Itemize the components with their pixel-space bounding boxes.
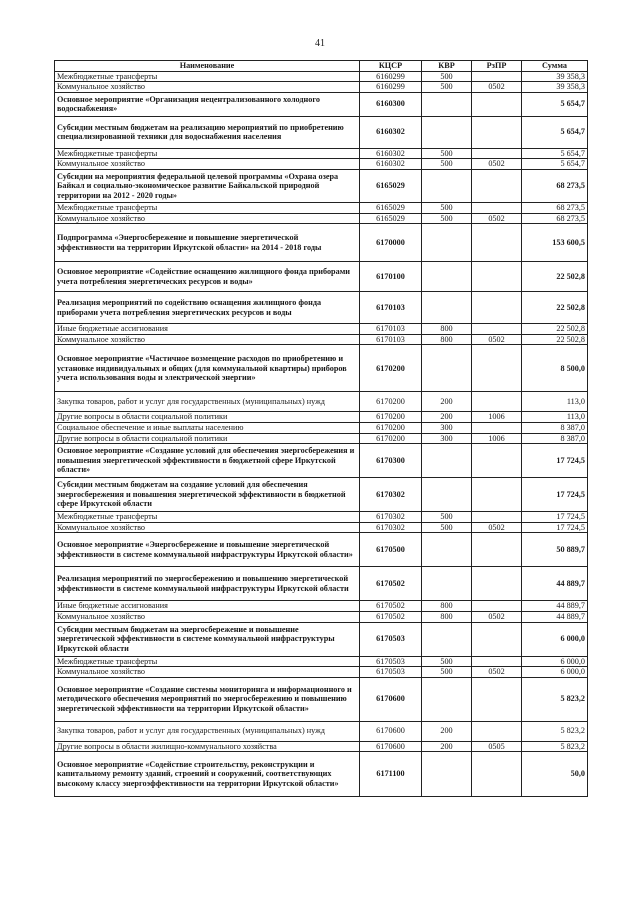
row-name-cell: Другие вопросы в области социальной политики bbox=[55, 412, 360, 423]
row-sum-cell: 17 724,5 bbox=[522, 444, 588, 478]
row-name-cell: Межбюджетные трансферты bbox=[55, 656, 360, 667]
table-row bbox=[55, 92, 588, 116]
row-sum-cell: 5 654,7 bbox=[522, 116, 588, 148]
row-name-cell: Коммунальное хозяйство bbox=[55, 213, 360, 224]
row-kcsr-cell: 6165029 bbox=[360, 213, 422, 224]
row-rzpr-cell bbox=[472, 169, 522, 202]
row-sum-cell: 44 889,7 bbox=[522, 611, 588, 622]
row-sum-cell: 5 654,7 bbox=[522, 159, 588, 170]
row-kvr-cell: 500 bbox=[422, 159, 472, 170]
row-name-cell: Субсидии на мероприятия федеральной целевой программы «Охрана озера Байкал и социально-экономическое развитие Байкальской природной территории на 2012 - 2020 годы» bbox=[55, 169, 360, 202]
row-kvr-cell: 500 bbox=[422, 148, 472, 159]
row-sum-cell: 113,0 bbox=[522, 412, 588, 423]
row-kvr-cell: 800 bbox=[422, 611, 472, 622]
table-row bbox=[55, 444, 588, 478]
row-kvr-cell: 300 bbox=[422, 433, 472, 444]
row-rzpr-cell bbox=[472, 478, 522, 512]
row-sum-cell: 50,0 bbox=[522, 752, 588, 797]
row-sum-cell: 44 889,7 bbox=[522, 601, 588, 612]
row-rzpr-cell: 1006 bbox=[472, 412, 522, 423]
table-row bbox=[55, 345, 588, 392]
row-sum-cell: 17 724,5 bbox=[522, 512, 588, 523]
row-kvr-cell bbox=[422, 345, 472, 392]
row-rzpr-cell bbox=[472, 677, 522, 721]
row-sum-cell: 22 502,8 bbox=[522, 324, 588, 335]
row-rzpr-cell: 0502 bbox=[472, 667, 522, 678]
row-sum-cell: 17 724,5 bbox=[522, 478, 588, 512]
row-sum-cell: 39 358,3 bbox=[522, 82, 588, 93]
table-row bbox=[55, 622, 588, 656]
row-kcsr-cell: 6170302 bbox=[360, 512, 422, 523]
header-name: Наименование bbox=[55, 61, 360, 72]
table-row bbox=[55, 324, 588, 335]
row-rzpr-cell: 0502 bbox=[472, 522, 522, 533]
row-name-cell: Иные бюджетные ассигнования bbox=[55, 324, 360, 335]
row-rzpr-cell bbox=[472, 422, 522, 433]
row-rzpr-cell bbox=[472, 533, 522, 567]
row-kvr-cell bbox=[422, 622, 472, 656]
row-sum-cell: 68 273,5 bbox=[522, 169, 588, 202]
row-sum-cell: 5 654,7 bbox=[522, 148, 588, 159]
row-kcsr-cell: 6170200 bbox=[360, 345, 422, 392]
row-rzpr-cell: 0502 bbox=[472, 334, 522, 345]
row-rzpr-cell bbox=[472, 148, 522, 159]
row-name-cell: Закупка товаров, работ и услуг для государственных (муниципальных) нужд bbox=[55, 392, 360, 412]
row-kcsr-cell: 6170600 bbox=[360, 741, 422, 752]
row-rzpr-cell bbox=[472, 721, 522, 741]
row-kcsr-cell: 6170502 bbox=[360, 601, 422, 612]
row-kcsr-cell: 6160299 bbox=[360, 71, 422, 82]
row-kcsr-cell: 6170503 bbox=[360, 622, 422, 656]
row-sum-cell: 50 889,7 bbox=[522, 533, 588, 567]
row-rzpr-cell bbox=[472, 392, 522, 412]
row-kvr-cell: 300 bbox=[422, 422, 472, 433]
row-rzpr-cell bbox=[472, 292, 522, 324]
row-rzpr-cell: 0505 bbox=[472, 741, 522, 752]
row-name-cell: Коммунальное хозяйство bbox=[55, 82, 360, 93]
row-rzpr-cell bbox=[472, 202, 522, 213]
row-kcsr-cell: 6170200 bbox=[360, 422, 422, 433]
row-name-cell: Межбюджетные трансферты bbox=[55, 71, 360, 82]
row-kvr-cell bbox=[422, 92, 472, 116]
row-kvr-cell bbox=[422, 116, 472, 148]
row-kcsr-cell: 6170200 bbox=[360, 433, 422, 444]
table-row bbox=[55, 159, 588, 170]
row-kcsr-cell: 6165029 bbox=[360, 169, 422, 202]
table-row bbox=[55, 741, 588, 752]
row-kvr-cell bbox=[422, 169, 472, 202]
table-row bbox=[55, 478, 588, 512]
row-kvr-cell bbox=[422, 224, 472, 262]
header-rzpr: РзПР bbox=[472, 61, 522, 72]
row-name-cell: Субсидии местным бюджетам на создание условий для обеспечения энергосбережения и повышения энергетической эффективности в бюджетной сфере Иркутской области bbox=[55, 478, 360, 512]
row-sum-cell: 8 387,0 bbox=[522, 433, 588, 444]
row-kvr-cell: 500 bbox=[422, 71, 472, 82]
table-row bbox=[55, 292, 588, 324]
row-rzpr-cell bbox=[472, 71, 522, 82]
row-name-cell: Коммунальное хозяйство bbox=[55, 611, 360, 622]
row-name-cell: Основное мероприятие «Создание системы мониторинга и информационного и методического обеспечения мероприятий по энергосбережению и повышению энергетической эффективности на территории Иркутской области» bbox=[55, 677, 360, 721]
row-name-cell: Закупка товаров, работ и услуг для государственных (муниципальных) нужд bbox=[55, 721, 360, 741]
row-kcsr-cell: 6170503 bbox=[360, 656, 422, 667]
row-name-cell: Межбюджетные трансферты bbox=[55, 202, 360, 213]
header-kcsr: КЦСР bbox=[360, 61, 422, 72]
row-kvr-cell: 500 bbox=[422, 202, 472, 213]
row-sum-cell: 153 600,5 bbox=[522, 224, 588, 262]
row-sum-cell: 17 724,5 bbox=[522, 522, 588, 533]
row-kcsr-cell: 6170302 bbox=[360, 522, 422, 533]
row-sum-cell: 68 273,5 bbox=[522, 202, 588, 213]
row-rzpr-cell bbox=[472, 345, 522, 392]
row-name-cell: Субсидии местным бюджетам на реализацию мероприятий по приобретению специализированной техники для водоснабжения населения bbox=[55, 116, 360, 148]
row-sum-cell: 5 823,2 bbox=[522, 721, 588, 741]
row-rzpr-cell: 0502 bbox=[472, 159, 522, 170]
row-kvr-cell bbox=[422, 292, 472, 324]
row-kvr-cell bbox=[422, 478, 472, 512]
row-name-cell: Подпрограмма «Энергосбережение и повышение энергетической эффективности на территории Иркутской области» на 2014 - 2018 годы bbox=[55, 224, 360, 262]
row-kcsr-cell: 6170200 bbox=[360, 412, 422, 423]
row-sum-cell: 6 000,0 bbox=[522, 656, 588, 667]
row-rzpr-cell bbox=[472, 116, 522, 148]
row-kvr-cell bbox=[422, 567, 472, 601]
row-kcsr-cell: 6170600 bbox=[360, 677, 422, 721]
table-row bbox=[55, 116, 588, 148]
row-sum-cell: 68 273,5 bbox=[522, 213, 588, 224]
table-row bbox=[55, 611, 588, 622]
row-sum-cell: 22 502,8 bbox=[522, 262, 588, 292]
row-name-cell: Основное мероприятие «Содействие строительству, реконструкции и капитальному ремонту зданий, строений и сооружений, соответствующих высокому классу энергоэффективности на территории Иркутской области» bbox=[55, 752, 360, 797]
table-row bbox=[55, 412, 588, 423]
table-row bbox=[55, 667, 588, 678]
row-sum-cell: 5 823,2 bbox=[522, 741, 588, 752]
row-name-cell: Реализация мероприятий по содействию оснащения жилищного фонда приборами учета потребления энергетических ресурсов и воды bbox=[55, 292, 360, 324]
row-kcsr-cell: 6160302 bbox=[360, 159, 422, 170]
row-kcsr-cell: 6170302 bbox=[360, 478, 422, 512]
row-rzpr-cell bbox=[472, 92, 522, 116]
row-name-cell: Межбюджетные трансферты bbox=[55, 512, 360, 523]
page-number: 41 bbox=[315, 38, 325, 49]
table-header-row bbox=[55, 61, 588, 72]
table-row bbox=[55, 224, 588, 262]
row-rzpr-cell bbox=[472, 224, 522, 262]
row-kvr-cell: 800 bbox=[422, 334, 472, 345]
row-name-cell: Основное мероприятие «Создание условий для обеспечения энергосбережения и повышения энергетической эффективности в бюджетной сфере Иркутской области» bbox=[55, 444, 360, 478]
row-rzpr-cell: 0502 bbox=[472, 213, 522, 224]
row-kvr-cell bbox=[422, 677, 472, 721]
row-kvr-cell bbox=[422, 533, 472, 567]
row-sum-cell: 6 000,0 bbox=[522, 667, 588, 678]
table-row bbox=[55, 512, 588, 523]
table-body bbox=[55, 71, 588, 797]
table-row bbox=[55, 721, 588, 741]
table-row bbox=[55, 202, 588, 213]
row-sum-cell: 5 823,2 bbox=[522, 677, 588, 721]
row-kcsr-cell: 6170502 bbox=[360, 567, 422, 601]
row-sum-cell: 6 000,0 bbox=[522, 622, 588, 656]
row-kvr-cell: 200 bbox=[422, 741, 472, 752]
row-kcsr-cell: 6160302 bbox=[360, 116, 422, 148]
row-name-cell: Социальное обеспечение и иные выплаты населению bbox=[55, 422, 360, 433]
row-kcsr-cell: 6171100 bbox=[360, 752, 422, 797]
row-kvr-cell: 500 bbox=[422, 512, 472, 523]
row-kcsr-cell: 6170103 bbox=[360, 292, 422, 324]
row-name-cell: Коммунальное хозяйство bbox=[55, 334, 360, 345]
row-sum-cell: 44 889,7 bbox=[522, 567, 588, 601]
row-name-cell: Другие вопросы в области социальной политики bbox=[55, 433, 360, 444]
row-kcsr-cell: 6165029 bbox=[360, 202, 422, 213]
row-name-cell: Коммунальное хозяйство bbox=[55, 159, 360, 170]
row-name-cell: Основное мероприятие «Содействие оснащению жилищного фонда приборами учета потребления энергетических ресурсов и воды» bbox=[55, 262, 360, 292]
row-rzpr-cell bbox=[472, 622, 522, 656]
header-sum: Сумма bbox=[522, 61, 588, 72]
row-sum-cell: 5 654,7 bbox=[522, 92, 588, 116]
table-row bbox=[55, 601, 588, 612]
row-kcsr-cell: 6170300 bbox=[360, 444, 422, 478]
row-kvr-cell: 500 bbox=[422, 82, 472, 93]
row-kvr-cell bbox=[422, 444, 472, 478]
row-name-cell: Основное мероприятие «Организация нецентрализованного холодного водоснабжения» bbox=[55, 92, 360, 116]
table-row bbox=[55, 169, 588, 202]
table-row bbox=[55, 422, 588, 433]
row-rzpr-cell: 0502 bbox=[472, 82, 522, 93]
row-kvr-cell: 800 bbox=[422, 601, 472, 612]
row-rzpr-cell: 0502 bbox=[472, 611, 522, 622]
row-kcsr-cell: 6170600 bbox=[360, 721, 422, 741]
row-sum-cell: 39 358,3 bbox=[522, 71, 588, 82]
table-row bbox=[55, 656, 588, 667]
row-kcsr-cell: 6170200 bbox=[360, 392, 422, 412]
row-kcsr-cell: 6160302 bbox=[360, 148, 422, 159]
row-rzpr-cell bbox=[472, 567, 522, 601]
row-name-cell: Коммунальное хозяйство bbox=[55, 522, 360, 533]
row-kcsr-cell: 6170503 bbox=[360, 667, 422, 678]
row-name-cell: Другие вопросы в области жилищно-коммунального хозяйства bbox=[55, 741, 360, 752]
table-row bbox=[55, 392, 588, 412]
row-rzpr-cell bbox=[472, 752, 522, 797]
row-kvr-cell bbox=[422, 752, 472, 797]
row-rzpr-cell: 1006 bbox=[472, 433, 522, 444]
row-kcsr-cell: 6160299 bbox=[360, 82, 422, 93]
row-kcsr-cell: 6170100 bbox=[360, 262, 422, 292]
table-row bbox=[55, 677, 588, 721]
row-kcsr-cell: 6170103 bbox=[360, 324, 422, 335]
row-kvr-cell: 800 bbox=[422, 324, 472, 335]
row-sum-cell: 22 502,8 bbox=[522, 292, 588, 324]
row-name-cell: Реализация мероприятий по энергосбережению и повышению энергетической эффективности в системе коммунальной инфраструктуры Иркутской области bbox=[55, 567, 360, 601]
row-kcsr-cell: 6170500 bbox=[360, 533, 422, 567]
row-name-cell: Основное мероприятие «Энергосбережение и повышение энергетической эффективности в системе коммунальной инфраструктуры Иркутской области» bbox=[55, 533, 360, 567]
table-row bbox=[55, 262, 588, 292]
row-kcsr-cell: 6170103 bbox=[360, 334, 422, 345]
row-sum-cell: 22 502,8 bbox=[522, 334, 588, 345]
row-name-cell: Коммунальное хозяйство bbox=[55, 667, 360, 678]
table-row bbox=[55, 533, 588, 567]
row-kvr-cell: 200 bbox=[422, 392, 472, 412]
row-name-cell: Межбюджетные трансферты bbox=[55, 148, 360, 159]
row-sum-cell: 8 500,0 bbox=[522, 345, 588, 392]
table-row bbox=[55, 71, 588, 82]
row-sum-cell: 113,0 bbox=[522, 392, 588, 412]
row-name-cell: Основное мероприятие «Частичное возмещение расходов по приобретению и установке индивидуальных и общих (для коммунальной квартиры) приборов учета использования воды и электрической энергии» bbox=[55, 345, 360, 392]
row-kvr-cell: 200 bbox=[422, 412, 472, 423]
row-rzpr-cell bbox=[472, 601, 522, 612]
table-row bbox=[55, 433, 588, 444]
budget-table bbox=[54, 60, 588, 797]
row-kvr-cell: 500 bbox=[422, 656, 472, 667]
row-sum-cell: 8 387,0 bbox=[522, 422, 588, 433]
row-kvr-cell: 500 bbox=[422, 667, 472, 678]
table-row bbox=[55, 148, 588, 159]
row-rzpr-cell bbox=[472, 262, 522, 292]
row-kcsr-cell: 6170000 bbox=[360, 224, 422, 262]
table-row bbox=[55, 567, 588, 601]
row-rzpr-cell bbox=[472, 656, 522, 667]
row-kcsr-cell: 6170502 bbox=[360, 611, 422, 622]
row-kvr-cell bbox=[422, 262, 472, 292]
row-name-cell: Субсидии местным бюджетам на энергосбережение и повышение энергетической эффективности в системе коммунальной инфраструктуры Иркутской области bbox=[55, 622, 360, 656]
row-kcsr-cell: 6160300 bbox=[360, 92, 422, 116]
table-row bbox=[55, 522, 588, 533]
table-row bbox=[55, 82, 588, 93]
table-row bbox=[55, 334, 588, 345]
row-kvr-cell: 500 bbox=[422, 213, 472, 224]
row-kvr-cell: 500 bbox=[422, 522, 472, 533]
row-rzpr-cell bbox=[472, 444, 522, 478]
row-kvr-cell: 200 bbox=[422, 721, 472, 741]
header-kvr: КВР bbox=[422, 61, 472, 72]
row-name-cell: Иные бюджетные ассигнования bbox=[55, 601, 360, 612]
row-rzpr-cell bbox=[472, 512, 522, 523]
table-row bbox=[55, 752, 588, 797]
row-rzpr-cell bbox=[472, 324, 522, 335]
table-row bbox=[55, 213, 588, 224]
